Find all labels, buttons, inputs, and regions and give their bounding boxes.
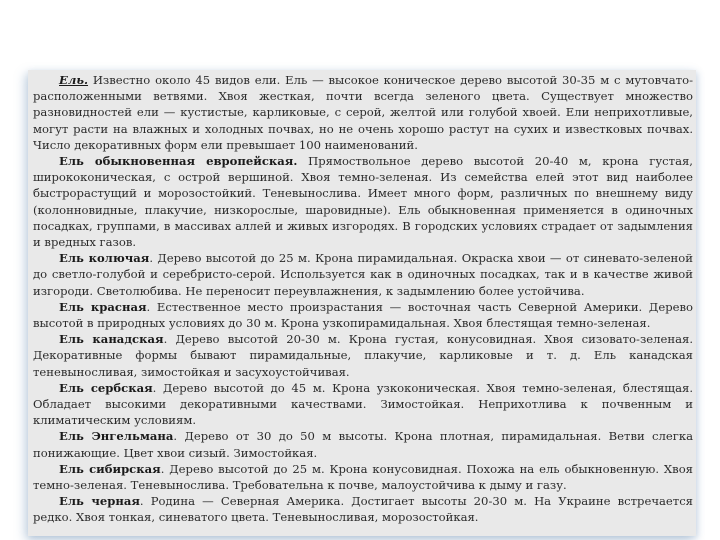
term-blue-spruce: Ель колючая bbox=[59, 251, 150, 266]
term-common-spruce: Ель обыкновенная европейская. bbox=[59, 154, 298, 169]
term-serbian-spruce: Ель сербская bbox=[59, 380, 153, 395]
paragraph-blue-spruce bbox=[33, 250, 693, 299]
term-spruce: Ель. bbox=[59, 73, 89, 87]
text-card bbox=[28, 70, 696, 536]
paragraph-engelmann-spruce bbox=[33, 428, 693, 460]
paragraph-text: . Дерево высотой до 25 м. Крона пирамидальная. Окраска хвои — от синевато-зеленой до светло-голубой и серебристо-серой. Используется как в одиночных посадках, так и в качестве живой изгороди. Светолюбива. Не переносит переувлажнения, к задымлению более устойчива. bbox=[33, 251, 693, 298]
paragraph-siberian-spruce bbox=[33, 461, 693, 493]
paragraph-text: . Дерево от 30 до 50 м высоты. Крона плотная, пирамидальная. Ветви слегка понижающие. Цвет хвои сизый. Зимостойкая. bbox=[33, 429, 693, 460]
term-canadian-spruce: Ель канадская bbox=[59, 332, 164, 347]
paragraph-text: Прямоствольное дерево высотой 20-40 м, крона густая, ширококоническая, с острой вершиной. Хвоя темно-зеленая. Из семейства елей этот вид наиболее быстрорастущий и морозостойкий. Теневынослива. Имеет много форм, различных по внешнему виду (колонновидные, плакучие, низкорослые, шаровидные). Ель обыкновенная применяется в одиночных посадках, группами, в массивах аллей и живых изгородях. В городских условиях страдает от задымления и вредных газов. bbox=[33, 154, 693, 250]
paragraph-canadian-spruce bbox=[33, 331, 693, 380]
spruce-article bbox=[33, 72, 693, 526]
paragraph-text: Известно около 45 видов ели. Ель — высокое коническое дерево высотой 30-35 м с мутовчато-расположенными ветвями. Хвоя жесткая, почти всегда зеленого цвета. Существует множество разновидностей ели — кустистые, карликовые, с серой, желтой или голубой хвоей. Ели неприхотливые, могут расти на влажных и холодных почвах, но не очень хорошо растут на сухих и известковых почвах. Число декоративных форм ели превышает 100 наименований. bbox=[33, 73, 693, 152]
term-siberian-spruce: Ель сибирская bbox=[59, 461, 161, 476]
paragraph-black-spruce bbox=[33, 493, 693, 525]
paragraph-common-spruce bbox=[33, 153, 693, 250]
paragraph-spruce-general bbox=[33, 72, 693, 153]
paragraph-text: . Дерево высотой 20-30 м. Крона густая, конусовидная. Хвоя сизовато-зеленая. Декоративные формы бывают пирамидальные, плакучие, карликовые и т. д. Ель канадская теневыносливая, зимостойкая и засухоустойчивая. bbox=[33, 332, 694, 379]
paragraph-text: . Дерево высотой до 25 м. Крона конусовидная. Похожа на ель обыкновенную. Хвоя темно-зеленая. Теневынослива. Требовательна к почве, малоустойчива к дыму и газу. bbox=[33, 461, 693, 493]
paragraph-red-spruce bbox=[33, 299, 693, 331]
paragraph-text: . Естественное место произрастания — восточная часть Северной Америки. Дерево высотой в природных условиях до 30 м. Крона узкопирамидальная. Хвоя блестящая темно-зеленая. bbox=[33, 299, 693, 331]
paragraph-text: . Родина — Северная Америка. Достигает высоты 20-30 м. На Украине встречается редко. Хвоя тонкая, синеватого цвета. Теневыносливая, морозостойкая. bbox=[33, 494, 693, 525]
term-engelmann-spruce: Ель Энгельмана bbox=[59, 429, 174, 444]
term-black-spruce: Ель черная bbox=[59, 494, 140, 509]
paragraph-serbian-spruce bbox=[33, 380, 693, 429]
term-red-spruce: Ель красная bbox=[59, 299, 147, 314]
paragraph-text: . Дерево высотой до 45 м. Крона узкоконическая. Хвоя темно-зеленая, блестящая. Обладает высокими декоративными качествами. Зимостойкая. Неприхотлива к почвенным и климатическим условиям. bbox=[33, 380, 693, 428]
